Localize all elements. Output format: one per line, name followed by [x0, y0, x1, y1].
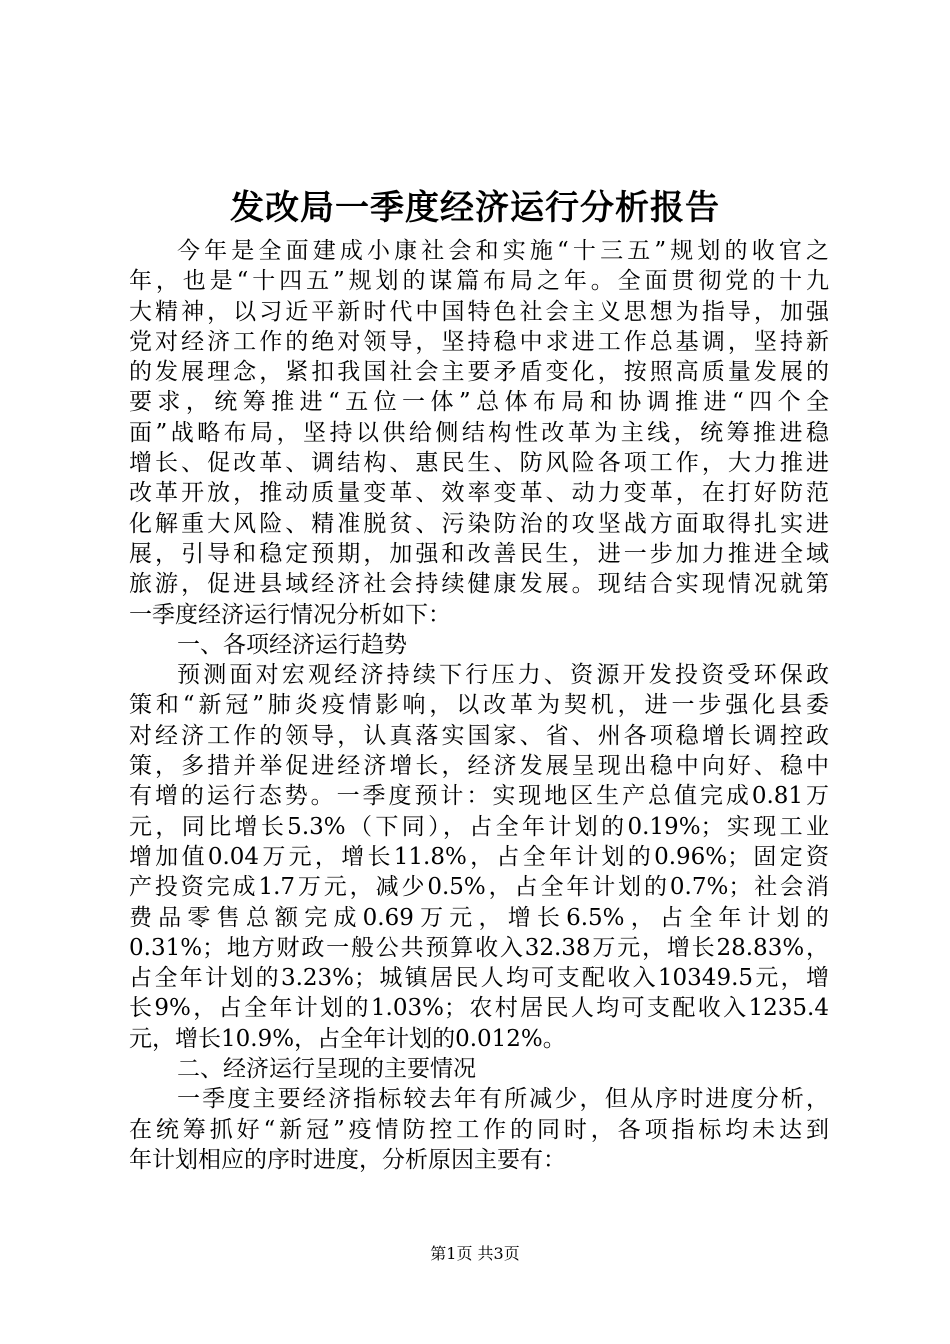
text-line: 一季度经济运行情况分析如下： — [129, 601, 451, 628]
text-line: 的发展理念，紧扣我国社会主要矛盾变化，按照高质量发展的 — [129, 359, 829, 386]
text-line: 旅游，促进县域经济社会持续健康发展。现结合实现情况就第 — [129, 571, 829, 598]
text-line: 策，多措并举促进经济增长，经济发展呈现出稳中向好、稳中 — [129, 753, 829, 780]
text-line: 策和“新冠”肺炎疫情影响，以改革为契机，进一步强化县委 — [129, 692, 829, 719]
text-line: 一季度主要经济指标较去年有所减少，但从序时进度分析， — [177, 1086, 829, 1113]
text-line: 一、各项经济运行趋势 — [177, 631, 407, 658]
text-line: 年，也是“十四五”规划的谋篇布局之年。全面贯彻党的十九 — [129, 268, 829, 295]
text-line: 增加值0.04万元，增长11.8%，占全年计划的0.96%；固定资 — [129, 843, 829, 870]
text-line: 展，引导和稳定预期，加强和改善民生，进一步加力推进全域 — [129, 540, 829, 567]
text-line: 今年是全面建成小康社会和实施“十三五”规划的收官之 — [177, 238, 829, 264]
text-line: 面”战略布局，坚持以供给侧结构性改革为主线，统筹推进稳 — [129, 419, 829, 446]
text-line: 对经济工作的领导，认真落实国家、省、州各项稳增长调控政 — [129, 722, 829, 749]
text-line: 在统筹抓好“新冠”疫情防控工作的同时，各项指标均未达到 — [129, 1116, 829, 1143]
text-line: 产投资完成1.7万元，减少0.5%，占全年计划的0.7%；社会消 — [129, 874, 829, 901]
page-footer: 第1页 共3页 — [430, 1244, 520, 1263]
text-line: 化解重大风险、精准脱贫、污染防治的攻坚战方面取得扎实进 — [129, 510, 829, 537]
document-body — [129, 236, 829, 1175]
text-line: 0.31%；地方财政一般公共预算收入32.38万元，增长28.83%， — [129, 934, 829, 961]
text-line: 元，同比增长5.3%（下同），占全年计划的0.19%；实现工业 — [129, 813, 829, 840]
text-line: 有增的运行态势。一季度预计：实现地区生产总值完成0.81万 — [129, 783, 829, 810]
text-line: 大精神，以习近平新时代中国特色社会主义思想为指导，加强 — [129, 298, 829, 325]
text-line: 占全年计划的3.23%；城镇居民人均可支配收入10349.5元，增 — [129, 965, 829, 992]
text-line: 增长、促改革、调结构、惠民生、防风险各项工作，大力推进 — [129, 450, 829, 477]
text-line: 党对经济工作的绝对领导，坚持稳中求进工作总基调，坚持新 — [129, 328, 829, 355]
text-line: 长9%，占全年计划的1.03%；农村居民人均可支配收入1235.4 — [129, 995, 829, 1022]
text-line: 二、经济运行呈现的主要情况 — [177, 1056, 476, 1083]
text-line: 年计划相应的序时进度，分析原因主要有： — [129, 1146, 566, 1173]
text-line: 要求，统筹推进“五位一体”总体布局和协调推进“四个全 — [129, 389, 829, 416]
text-line: 预测面对宏观经济持续下行压力、资源开发投资受环保政 — [177, 662, 829, 689]
text-line: 改革开放，推动质量变革、效率变革、动力变革，在打好防范 — [129, 480, 829, 507]
text-line: 元，增长10.9%，占全年计划的0.012%。 — [129, 1025, 566, 1052]
document-title: 发改局一季度经济运行分析报告 — [230, 188, 720, 228]
text-line: 费品零售总额完成0.69万元，增长6.5%，占全年计划的 — [129, 904, 829, 931]
